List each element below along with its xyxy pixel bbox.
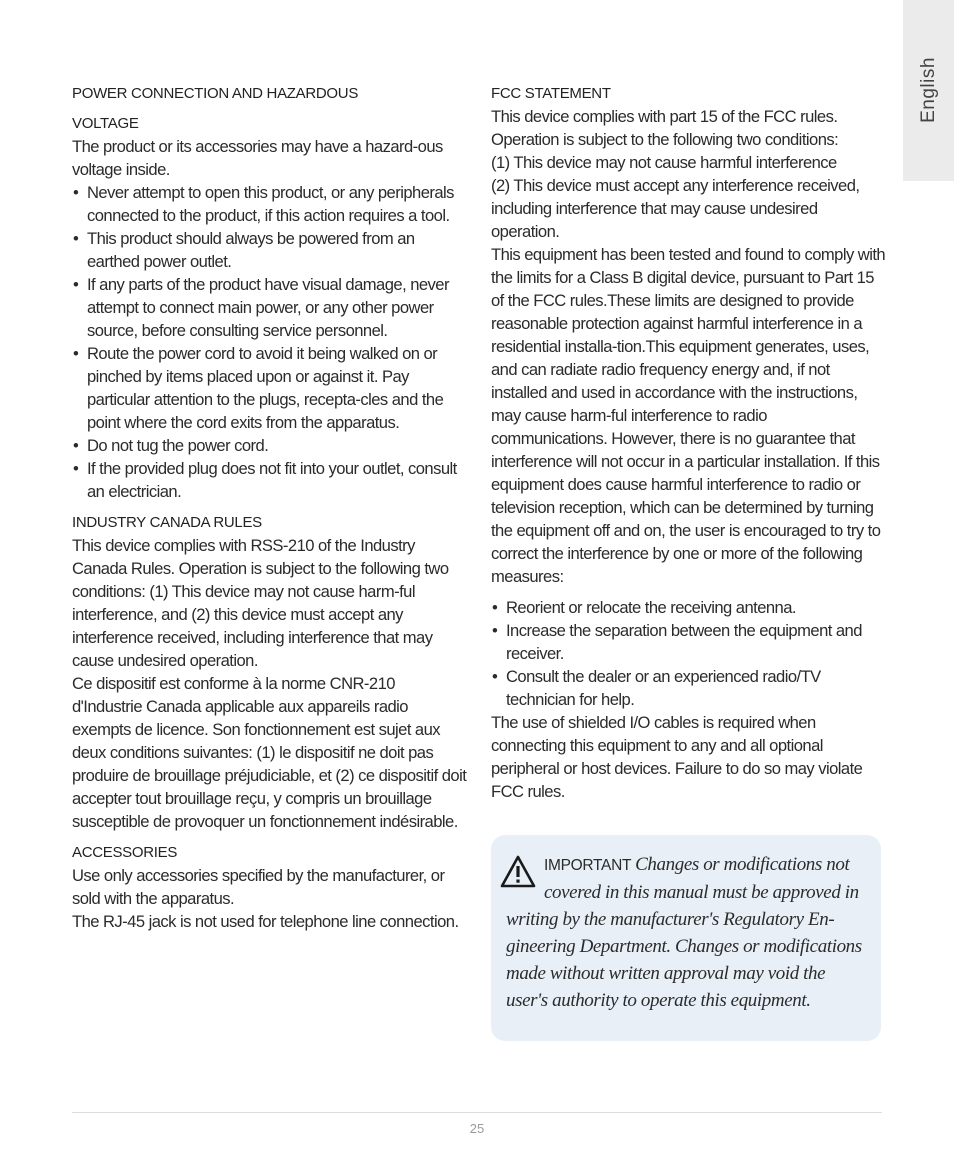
canada-english-text: This device complies with RSS-210 of the Industry Canada Rules. Operation is subject to the following two conditions: (1) This device may not cause harm-ful interference, and (2) this device must accept any interference received, including interference that may cause undesired operation. <box>72 536 449 670</box>
fcc-line-1: This device complies with part 15 of the FCC rules. <box>491 107 838 126</box>
accessories-section <box>72 841 467 933</box>
power-heading-line2: VOLTAGE <box>72 115 139 132</box>
important-notice-box <box>491 835 881 1041</box>
accessories-text-1: Use only accessories specified by the manufacturer, or sold with the apparatus. <box>72 866 445 908</box>
fcc-closing: The use of shielded I/O cables is required when connecting this equipment to any and all optional peripheral or host devices. Failure to do so may violate FCC rules. <box>491 713 863 801</box>
fcc-bullet-list <box>491 596 886 711</box>
list-item: • If the provided plug does not fit into your outlet, consult an electrician. <box>72 457 467 503</box>
power-heading-line1: POWER CONNECTION AND HAZARDOUS <box>72 85 359 102</box>
power-connection-section <box>72 82 467 503</box>
fcc-heading: FCC STATEMENT <box>491 85 611 102</box>
left-column <box>72 82 467 933</box>
footer-divider <box>72 1112 882 1113</box>
fcc-line-3: (1) This device may not cause harmful interference <box>491 153 837 172</box>
list-item: • Never attempt to open this product, or any peripherals connected to the product, if this action requires a tool. <box>72 181 467 227</box>
language-tab-label: English <box>917 57 939 123</box>
important-label: IMPORTANT <box>544 857 632 874</box>
list-item: • Do not tug the power cord. <box>72 434 467 457</box>
canada-french-text: Ce dispositif est conforme à la norme CNR-210 d'Industrie Canada applicable aux appareils radio exempts de licence. Son fonctionnement est sujet aux deux conditions suivantes: (1) le dispositif ne doit pas produire de brouillage préjudiciable, et (2) ce dispositif doit accepter tout brouillage reçu, y compris un brouillage susceptible de provoquer un fonctionnement indésirable. <box>72 674 467 831</box>
list-item: • Reorient or relocate the receiving antenna. <box>491 596 886 619</box>
list-item: • This product should always be powered from an earthed power outlet. <box>72 227 467 273</box>
list-item: • Consult the dealer or an experienced radio/TV technician for help. <box>491 665 886 711</box>
accessories-heading: ACCESSORIES <box>72 844 178 861</box>
fcc-line-4: (2) This device must accept any interference received, including interference that may cause undesired operation. <box>491 176 860 241</box>
important-notice-text: Changes or modifications not covered in this manual must be approved in writing by the manufacturer's Regulatory En-gineering Department. Changes or modifications made without written approval may void the user's authority to operate this equipment. <box>506 854 862 1011</box>
fcc-paragraph-2: This equipment has been tested and found to comply with the limits for a Class B digital device, pursuant to Part 15 of the FCC rules.These limits are designed to provide reasonable protection against harmful interference in a residential installa-tion.This equipment generates, uses, and can radiate radio frequency energy and, if not installed and used in accordance with the instructions, may cause harm-ful interference to radio communications. However, there is no guarantee that interference will not occur in a particular installation. If this equipment does cause harmful interference to radio or television reception, which can be determined by turning the equipment off and on, the user is encouraged to try to correct the interference by one or more of the following measures: <box>491 245 886 586</box>
canada-heading: INDUSTRY CANADA RULES <box>72 514 262 531</box>
industry-canada-section <box>72 511 467 833</box>
fcc-line-2: Operation is subject to the following two conditions: <box>491 130 839 149</box>
power-intro: The product or its accessories may have a hazard-ous voltage inside. <box>72 137 443 179</box>
power-bullet-list <box>72 181 467 503</box>
list-item: • If any parts of the product have visual damage, never attempt to connect main power, or any other power source, before consulting service personnel. <box>72 273 467 342</box>
page-number: 25 <box>469 1121 485 1136</box>
warning-triangle-icon <box>500 855 536 889</box>
list-item: • Increase the separation between the equipment and receiver. <box>491 619 886 665</box>
accessories-text-2: The RJ-45 jack is not used for telephone line connection. <box>72 912 459 931</box>
fcc-statement-section <box>491 82 886 803</box>
right-column <box>491 82 886 803</box>
language-tab <box>903 0 954 181</box>
list-item: • Route the power cord to avoid it being walked on or pinched by items placed upon or against it. Pay particular attention to the plugs, recepta-cles and the point where the cord exits from the apparatus. <box>72 342 467 434</box>
